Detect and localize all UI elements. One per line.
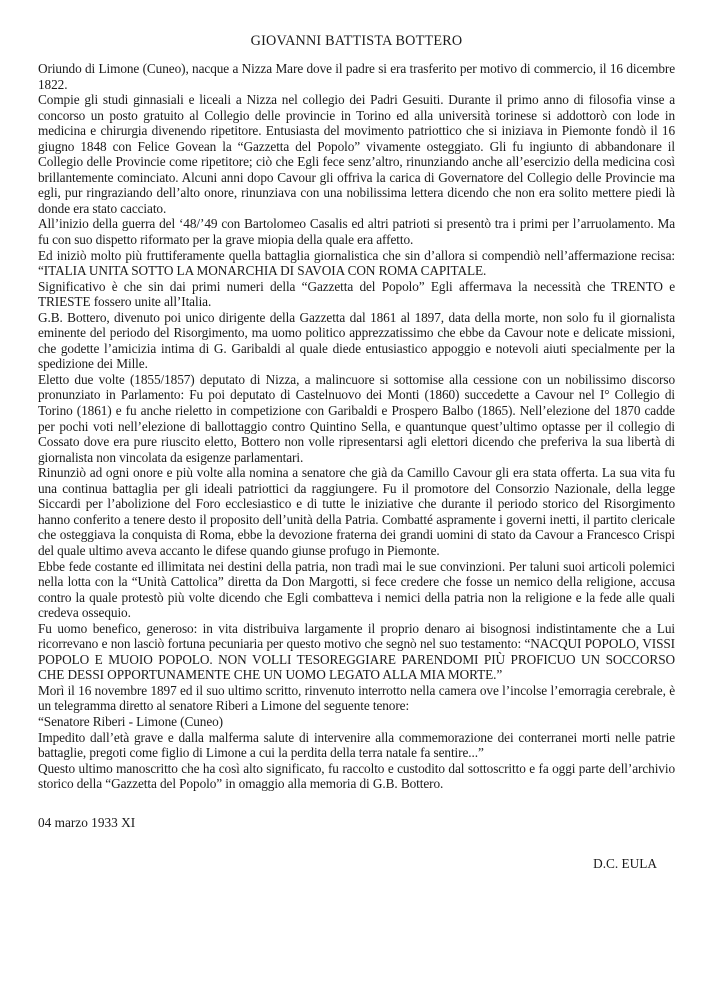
paragraph-gazzetta: G.B. Bottero, divenuto poi unico dirigente della Gazzetta dal 1861 al 1897, data della morte, non solo fu il giornalista eminente del periodo del Risorgimento, ma uomo politico apprezzatissimo che ebbe da Cavour note e delicate missioni, che godette l’amicizia intima di G. Garibaldi al quale diede entusiastico appoggio e notevoli aiuti specialmente per la spedizione dei Mille. (38, 309, 675, 372)
paragraph-war: All’inizio della guerra del ‘48/’49 con Bartolomeo Casalis ed altri patrioti si presentò tra i primi per l’arruolamento. Ma fu con suo dispetto riformato per la grave miopia della quale era affetto. (38, 216, 675, 248)
paragraph-journalism: Ed iniziò molto più fruttiferamente quella battaglia giornalistica che sin d’allora si compendiò nell’affermazione recisa: “ITALIA UNITA SOTTO LA MONARCHIA DI SAVOIA CON ROMA CAPITALE. (38, 247, 675, 279)
document-signature: D.C. EULA (593, 855, 657, 871)
paragraph-archive: Questo ultimo manoscritto che ha così alto significato, fu raccolto e custodito dal sottoscritto e fa oggi parte dell’archivio storico della “Gazzetta del Popolo” in omaggio alla memoria di G.B. Bottero. (38, 760, 675, 792)
paragraph-faith: Ebbe fede costante ed illimitata nei destini della patria, non tradì mai le sue convinzioni. Per taluni suoi articoli polemici nella lotta con la “Unità Cattolica” diretta da Don Margotti, si fece credere che fosse un nemico della religione, accusa contro la quale protestò più volte dicendo che Egli combatteva i nemici della patria non la religione e la fede alle quali credeva ossequio. (38, 558, 675, 621)
document-date: 04 marzo 1933 XI (38, 814, 136, 830)
paragraph-death: Morì il 16 novembre 1897 ed il suo ultimo scritto, rinvenuto interrotto nella camera ove l’incolse l’emorragia cerebrale, è un telegramma diretto al senatore Riberi a Limone del seguente tenore: (38, 682, 675, 714)
paragraph-deputy: Eletto due volte (1855/1857) deputato di Nizza, a malincuore si sottomise alla cessione con un nobilissimo discorso pronunziato in Parlamento: Fu poi deputato di Castelnuovo dei Monti (1860) succedette a Cavour nel I° Collegio di Torino (1861) e fu anche rieletto in competizione con Garibaldi e Prospero Balbo (1865). Nell’elezione del 1870 cadde per pochi voti nell’elezione di ballottaggio contro Quintino Sella, e quantunque quest’ultimo optasse per il collegio di Cossato dove era pure riuscito eletto, Bottero non volle ripresentarsi agli elettori dicendo che preferiva la sua libertà di giornalista non vincolata da esigenze parlamentari. (38, 371, 675, 465)
document-title: GIOVANNI BATTISTA BOTTERO (250, 33, 463, 49)
paragraph-telegram-address: “Senatore Riberi - Limone (Cuneo) (38, 713, 224, 729)
paragraph-senate: Rinunziò ad ogni onore e più volte alla nomina a senatore che già da Camillo Cavour gli era stata offerta. La sua vita fu una continua battaglia per gli ideali patriottici da raggiungere. Fu il promotore del Consorzio Nazionale, della legge Siccardi per l’abolizione del Foro ecclesiastico e di tutte le iniziative che durante il periodo storico del Risorgimento hanno conferito a tenere desto il proposito dell’unità della Patria. Combatté aspramente i governi inetti, il partito clericale che osteggiava la conquista di Roma, ebbe la devozione fraterna dei grandi uomini di stato da Cavour a Francesco Crispi del quale ultimo aveva accanto le difese quando giunse profugo in Piemonte. (38, 465, 675, 558)
document-body (38, 61, 675, 792)
paragraph-trento-trieste: Significativo è che sin dai primi numeri della “Gazzetta del Popolo” Egli affermava la necessità che TRENTO e TRIESTE fossero unite all’Italia. (38, 278, 675, 310)
paragraph-telegram-text: Impedito dall’età grave e dalla malferma salute di intervenire alla commemorazione dei conterranei morti nelle patrie battaglie, pregoti come figlio di Limone a cui la perdita della terra natale fa sentire...” (38, 729, 675, 761)
paragraph-studies: Compie gli studi ginnasiali e liceali a Nizza nel collegio dei Padri Gesuiti. Durante il primo anno di filosofia vinse a concorso un posto gratuito al Collegio delle provincie in Torino ed alla università torinese si addottorò con lode in medicina e chirurgia divenendo ripetitore. Entusiasta del movimento patriottico che si iniziava in Piemonte fondò il 16 giugno 1848 con Felice Govean la “Gazzetta del Popolo” vivamente osteggiato. Gli fu ingiunto di abbandonare il Collegio delle Provincie come ripetitore; ciò che Egli fece senz’altro, rinunziando anche all’esercizio della medicina così brillantemente cominciato. Alcuni anni dopo Cavour gli offriva la carica di Governatore del Collegio delle Provincie ma egli, pur ringraziando dell’alto onore, rinunziava con una nobilissima lettera dicendo che non era solito mettere piedi là donde era stato cacciato. (38, 92, 675, 216)
paragraph-birth: Oriundo di Limone (Cuneo), nacque a Nizza Mare dove il padre si era trasferito per motivo di commercio, il 16 dicembre 1822. (38, 61, 675, 92)
paragraph-testament: Fu uomo benefico, generoso: in vita distribuiva largamente il proprio denaro ai bisognosi indistintamente che a Lui ricorrevano e non lasciò fortuna pecuniaria per questo motivo che segnò nel suo testamento: “NACQUI POPOLO, VISSI POPOLO E MUOIO POPOLO. NON VOLLI TESOREGGIARE PARENDOMI PIÙ PROFICUO UN SOCCORSO CHE DESSI OPPORTUNAMENTE CHE UN UOMO LEGATO ALLA MIA MORTE.” (38, 620, 675, 683)
